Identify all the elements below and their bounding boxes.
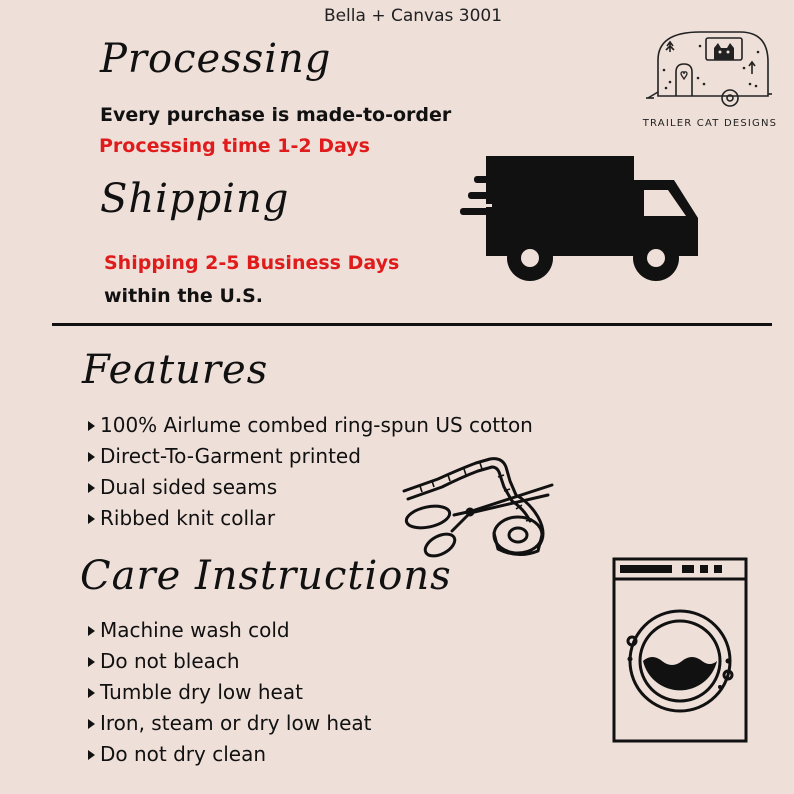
shipping-days-text: Shipping 2-5 Business Days: [104, 252, 400, 274]
bullet-arrow-icon: [88, 626, 95, 636]
list-item: Ribbed knit collar: [88, 503, 533, 534]
scissors-tape-measure-icon: [398, 455, 560, 560]
processing-heading: Processing: [100, 36, 332, 82]
bullet-arrow-icon: [88, 750, 95, 760]
list-item: 100% Airlume combed ring-spun US cotton: [88, 410, 533, 441]
list-item: Do not bleach: [88, 646, 371, 677]
care-instructions-list: [88, 615, 371, 770]
delivery-truck-icon: [460, 152, 700, 282]
processing-time-text: Processing time 1-2 Days: [99, 135, 370, 157]
washing-machine-icon: [612, 557, 748, 743]
bullet-arrow-icon: [88, 688, 95, 698]
bullet-arrow-icon: [88, 421, 95, 431]
list-item: Machine wash cold: [88, 615, 371, 646]
list-item: Do not dry clean: [88, 739, 371, 770]
bullet-arrow-icon: [88, 483, 95, 493]
made-to-order-text: Every purchase is made-to-order: [100, 104, 452, 126]
list-item: Dual sided seams: [88, 472, 533, 503]
list-item: Iron, steam or dry low heat: [88, 708, 371, 739]
bullet-arrow-icon: [88, 452, 95, 462]
section-divider: [52, 323, 772, 326]
brand-logo-text: TRAILER CAT DESIGNS: [642, 118, 778, 129]
trailer-cat-logo-icon: [640, 22, 780, 122]
care-instructions-heading: Care Instructions: [80, 553, 452, 599]
list-item: Tumble dry low heat: [88, 677, 371, 708]
shipping-region-text: within the U.S.: [104, 285, 263, 307]
brand-logo: [640, 22, 780, 142]
bullet-arrow-icon: [88, 719, 95, 729]
bullet-arrow-icon: [88, 514, 95, 524]
list-item: Direct-To-Garment printed: [88, 441, 533, 472]
features-heading: Features: [82, 347, 269, 393]
bullet-arrow-icon: [88, 657, 95, 667]
product-title: Bella + Canvas 3001: [323, 6, 503, 26]
shipping-heading: Shipping: [100, 176, 290, 222]
